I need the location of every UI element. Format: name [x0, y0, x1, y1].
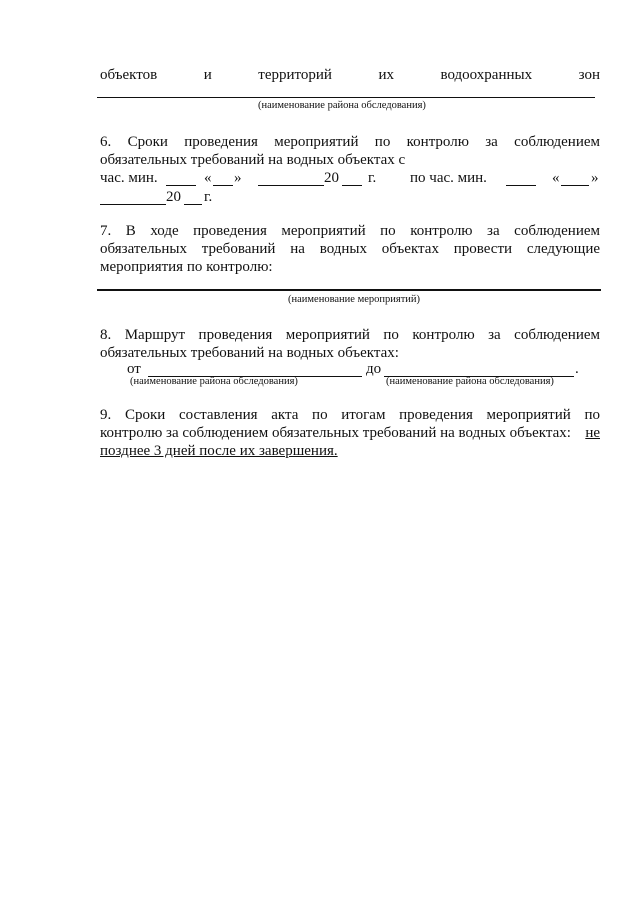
item9-line2-underlined: не — [585, 425, 600, 441]
item7-line1: 7. В ходе проведения мероприятий по контролю за соблюдением — [100, 223, 600, 239]
item7-blank-line — [97, 289, 601, 291]
item6-blank-day2 — [561, 185, 589, 186]
item6-row3-h: » — [591, 170, 599, 186]
item7-line3: мероприятия по контролю: — [100, 259, 273, 275]
top-caption: (наименование района обследования) — [258, 100, 426, 111]
item6-row3-c: » — [234, 170, 242, 186]
item6-blank-day — [213, 185, 233, 186]
top-blank-line — [97, 97, 595, 98]
item6-row3-e: г. — [368, 170, 377, 186]
item6-row3-f: по час. мин. — [410, 170, 487, 186]
item9-line3-underlined: позднее 3 дней после их завершения. — [100, 443, 338, 459]
top-word: их — [378, 67, 394, 83]
item8-line2: обязательных требований на водных объектах: — [100, 345, 399, 361]
top-word: территорий — [258, 67, 332, 83]
item6-blank-min2 — [506, 185, 536, 186]
item6-row3-a: час. мин. — [100, 170, 158, 186]
item6-row4-year: 20 — [166, 189, 181, 205]
item6-row4-g: г. — [204, 189, 213, 205]
item8-caption-to: (наименование района обследования) — [386, 376, 554, 387]
item8-end: . — [575, 361, 579, 377]
item8-line1: 8. Маршрут проведения мероприятий по контролю за соблюдением — [100, 327, 600, 343]
item9-line1: 9. Сроки составления акта по итогам проведения мероприятий по — [100, 407, 600, 423]
top-word: зон — [578, 67, 600, 83]
item6-line2: обязательных требований на водных объектах с — [100, 152, 406, 168]
item9-line2-text: контролю за соблюдением обязательных требований на водных объектах: — [100, 425, 571, 441]
item9-line2 — [100, 424, 600, 442]
top-word: и — [203, 67, 212, 83]
item6-blank-year2 — [184, 204, 202, 205]
item8-from: от — [127, 361, 141, 377]
item6-blank-year — [342, 185, 362, 186]
item6-row3-b: « — [204, 170, 212, 186]
top-line-text — [100, 66, 600, 84]
item6-blank-min — [166, 185, 196, 186]
item6-row3-g: « — [552, 170, 560, 186]
item6-row3-d: 20 — [324, 170, 339, 186]
item6-line1: 6. Сроки проведения мероприятий по контролю за соблюдением — [100, 134, 600, 150]
top-word: объектов — [100, 67, 158, 83]
item6-blank-month — [258, 185, 324, 186]
item7-caption: (наименование мероприятий) — [288, 294, 421, 305]
item6-blank-month2 — [100, 204, 166, 205]
item8-caption-from: (наименование района обследования) — [130, 376, 298, 387]
item8-to: до — [366, 361, 382, 377]
item7-line2: обязательных требований на водных объектах провести следующие — [100, 241, 600, 257]
top-word: водоохранных — [440, 67, 533, 83]
